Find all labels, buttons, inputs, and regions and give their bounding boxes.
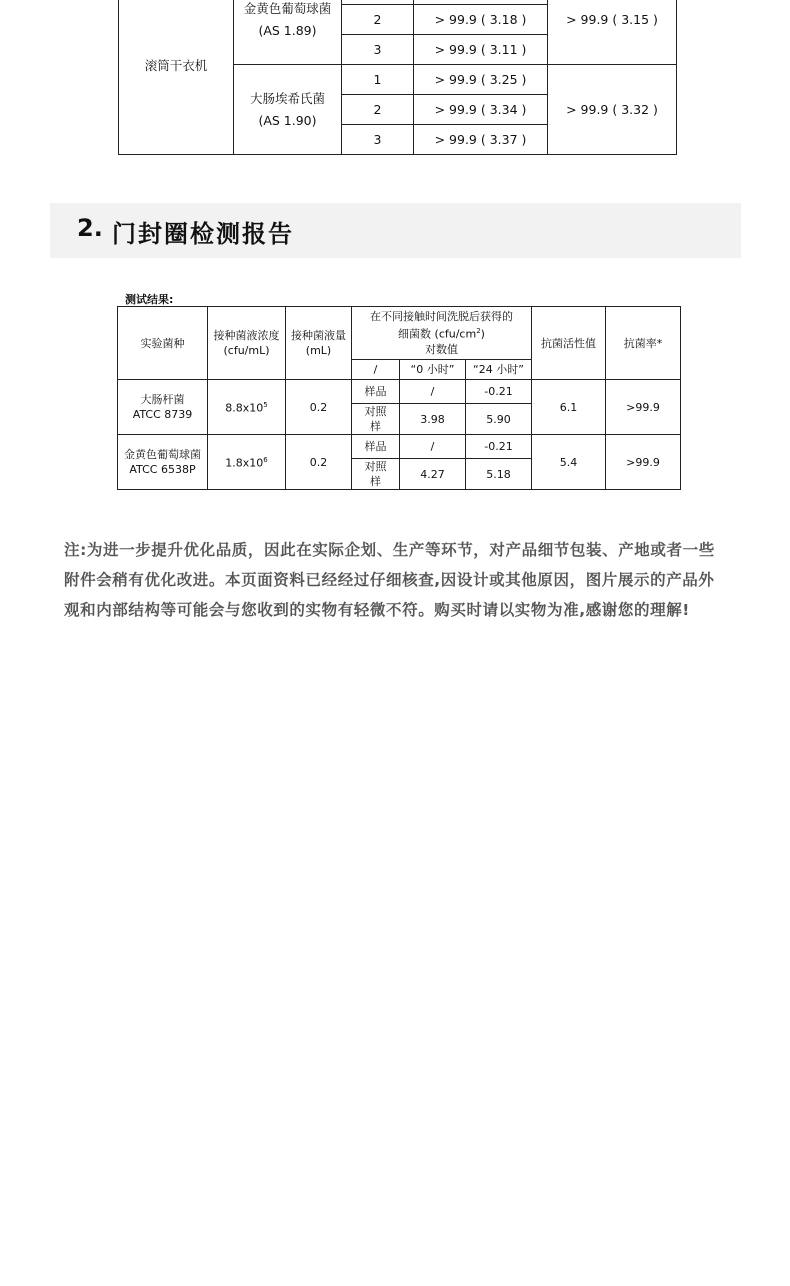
species-strain: ATCC 6538P	[129, 463, 196, 476]
volume-cell: 0.2	[286, 380, 352, 435]
species-cell	[118, 380, 208, 435]
header-concentration	[208, 307, 286, 380]
header-activity: 抗菌活性值	[532, 307, 606, 380]
header-volume: 接种菌液量(mL)	[286, 307, 352, 380]
trial-number: 1	[342, 65, 414, 95]
section-heading	[50, 203, 741, 258]
subheader-cell: /	[352, 360, 400, 380]
header-species: 实验菌种	[118, 307, 208, 380]
subheader-cell: “24 小时”	[466, 360, 532, 380]
species-strain: (AS 1.89)	[258, 22, 317, 38]
door-seal-test-table	[117, 306, 681, 490]
trial-value: > 99.9 ( 3.34 )	[414, 95, 548, 125]
header-unit: (cfu/mL)	[223, 344, 270, 357]
trial-value: > 99.9 ( 3.11 )	[414, 35, 548, 65]
value-cell: 5.90	[466, 404, 532, 435]
section-title: 门封圈检测报告	[112, 220, 294, 248]
value-cell: -0.21	[466, 380, 532, 404]
subheader-cell: “0 小时”	[400, 360, 466, 380]
trial-number: 3	[342, 125, 414, 155]
header-text: 在不同接触时间洗脱后获得的	[370, 310, 513, 324]
header-rate: 抗菌率*	[606, 307, 681, 380]
concentration-cell: $8.8x10^5$	[208, 380, 286, 435]
species-cell-staph	[234, 0, 342, 65]
antibacterial-results-table-1	[118, 0, 677, 155]
machine-cell: 滚筒干衣机	[119, 0, 234, 155]
trial-number: 2	[342, 95, 414, 125]
species-cell	[118, 435, 208, 490]
rate-cell: >99.9	[606, 435, 681, 490]
trial-value: > 99.9 ( 3.25 )	[414, 65, 548, 95]
trial-number: 3	[342, 35, 414, 65]
trial-number: 2	[342, 5, 414, 35]
table-caption: 测试结果:	[125, 293, 174, 306]
activity-cell: 6.1	[532, 380, 606, 435]
value-cell: 5.18	[466, 459, 532, 490]
species-name: 金黄色葡萄球菌	[243, 0, 332, 16]
average-cell: > 99.9 ( 3.15 )	[548, 0, 677, 65]
species-cell-ecoli	[234, 65, 342, 155]
rate-cell: >99.9	[606, 380, 681, 435]
header-text: 接种菌液浓度	[213, 329, 280, 342]
species-strain: ATCC 8739	[132, 408, 193, 421]
value-cell: /	[400, 435, 466, 459]
section-number: 2.	[77, 214, 103, 242]
species-name: 金黄色葡萄球菌	[124, 448, 201, 461]
activity-cell: 5.4	[532, 435, 606, 490]
concentration-cell: $1.8x10^6$	[208, 435, 286, 490]
header-recovered	[352, 307, 532, 360]
average-cell: > 99.9 ( 3.32 )	[548, 65, 677, 155]
species-name: 大肠埃希氏菌	[249, 90, 325, 106]
sample-label: 样品	[352, 435, 400, 459]
value-cell: -0.21	[466, 435, 532, 459]
control-label: 对照样	[352, 459, 400, 490]
control-label: 对照样	[352, 404, 400, 435]
value-cell: /	[400, 380, 466, 404]
species-strain: (AS 1.90)	[258, 112, 317, 128]
volume-cell: 0.2	[286, 435, 352, 490]
header-text: 细菌数 $(cfu/cm^2)$	[398, 327, 485, 341]
value-cell: 3.98	[400, 404, 466, 435]
sample-label: 样品	[352, 380, 400, 404]
value-cell: 4.27	[400, 459, 466, 490]
trial-value: > 99.9 ( 3.18 )	[414, 5, 548, 35]
disclaimer-note: 注:为进一步提升优化品质，因此在实际企划、生产等环节，对产品细节包装、产地或者一些附件会稍有优化改进。本页面资料已经经过仔细核查,因设计或其他原因，图片展示的产品外观和内部结构等可能会与您收到的实物有轻微不符。购买时请以实物为准,感谢您的理解!	[64, 541, 715, 619]
species-name: 大肠杆菌	[140, 393, 185, 406]
header-text: 对数值	[425, 342, 458, 356]
trial-value: > 99.9 ( 3.37 )	[414, 125, 548, 155]
